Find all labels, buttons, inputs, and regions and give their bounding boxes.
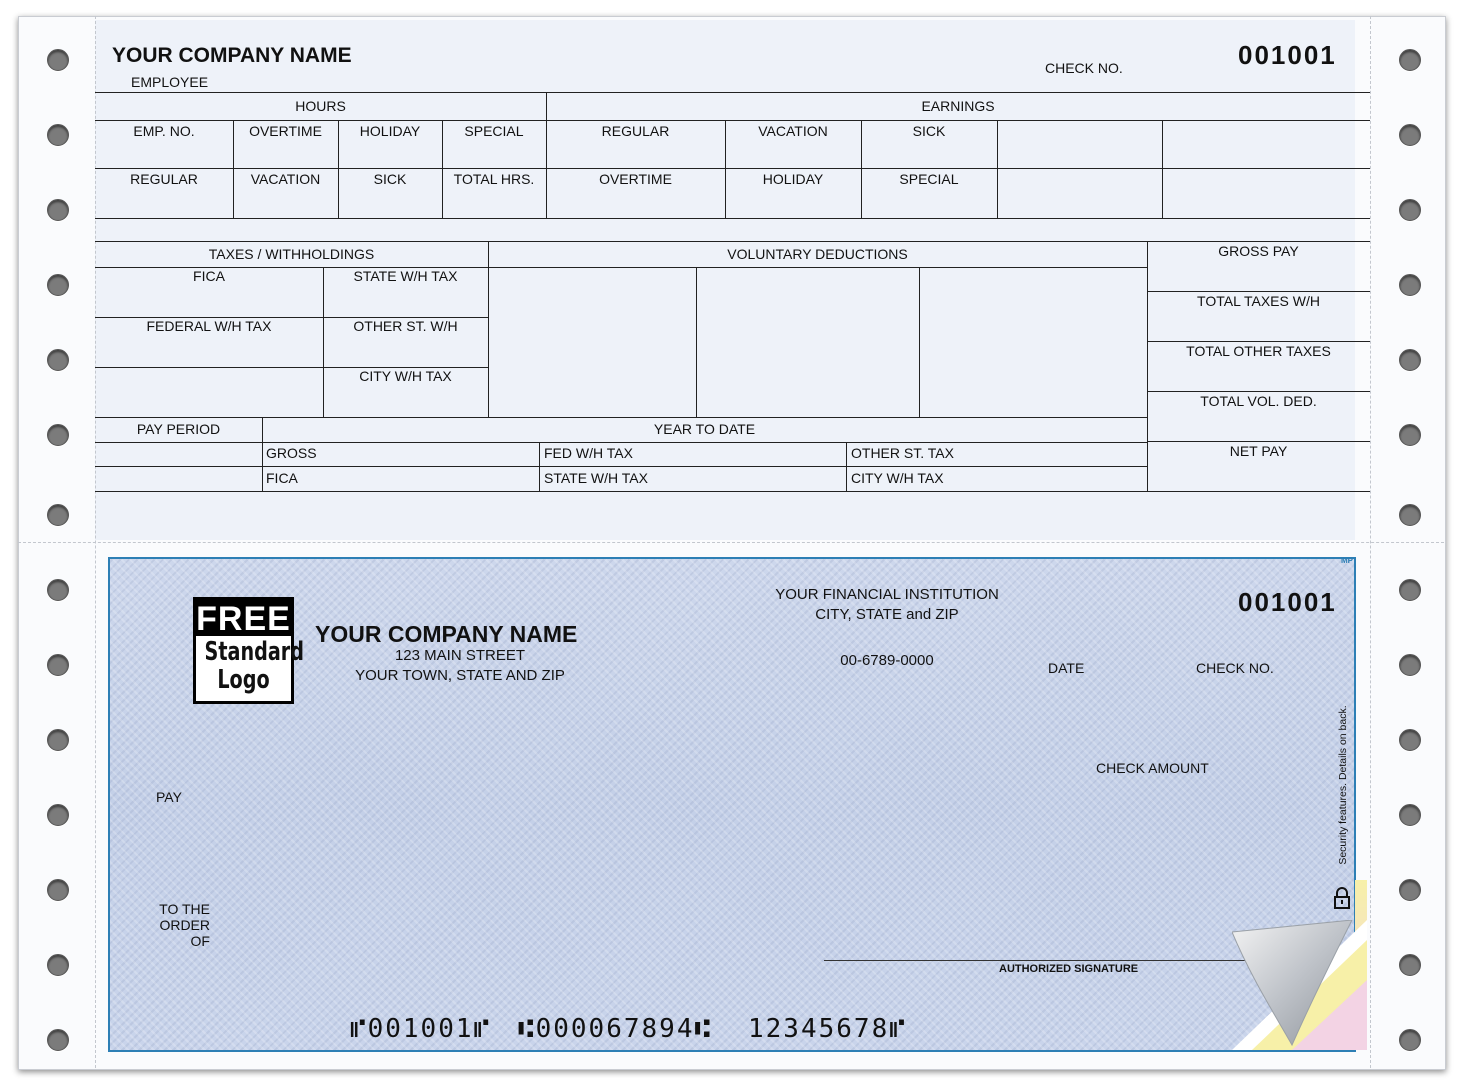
to-the-order-line1: TO THE: [159, 901, 210, 917]
hours-holiday: HOLIDAY: [359, 123, 421, 139]
routing-fraction: 00-6789-0000: [840, 652, 934, 669]
tractor-feed-hole: [47, 729, 69, 751]
rule: [95, 218, 1370, 219]
tax-federal-wh: FEDERAL W/H TAX: [146, 318, 272, 334]
tractor-feed-hole: [1399, 654, 1421, 676]
rule: [1147, 291, 1370, 292]
micr-account-number: 12345678⑈: [748, 1014, 907, 1044]
earnings-holiday: HOLIDAY: [762, 171, 824, 187]
logo-logo-text: Logo: [217, 665, 270, 695]
bank-name: YOUR FINANCIAL INSTITUTION: [775, 586, 999, 603]
tractor-feed-hole: [1399, 1029, 1421, 1051]
hours-emp-no: EMP. NO.: [133, 123, 195, 139]
earnings-regular: REGULAR: [601, 123, 670, 139]
hours-overtime: OVERTIME: [249, 123, 322, 139]
stub-check-number: 001001: [1238, 40, 1337, 70]
rule: [95, 417, 1147, 418]
total-taxes-label: TOTAL TAXES W/H: [1197, 293, 1320, 309]
tractor-feed-hole: [1399, 199, 1421, 221]
rule: [95, 442, 1147, 443]
to-the-order-of: [140, 901, 210, 949]
pay-label: PAY: [156, 789, 182, 805]
hours-vacation: VACATION: [250, 171, 321, 187]
company-town: YOUR TOWN, STATE AND ZIP: [355, 667, 565, 684]
tractor-feed-hole: [1399, 954, 1421, 976]
total-other-taxes-label: TOTAL OTHER TAXES: [1186, 343, 1331, 359]
mp-mark: MP: [1341, 556, 1353, 565]
rule: [95, 168, 1370, 169]
ytd-title: YEAR TO DATE: [653, 421, 756, 437]
rule: [997, 120, 998, 218]
tractor-feed-hole: [1399, 804, 1421, 826]
micr-routing-number: ⑆000067894⑆: [518, 1014, 713, 1044]
logo-free-text: FREE: [196, 600, 291, 638]
rule: [323, 267, 324, 417]
tractor-feed-hole: [1399, 349, 1421, 371]
rule: [1147, 441, 1370, 442]
taxes-title: TAXES / WITHHOLDINGS: [208, 246, 375, 262]
check-no-label: CHECK NO.: [1196, 660, 1274, 676]
tractor-feed-hole: [47, 804, 69, 826]
to-the-order-line3: OF: [190, 933, 210, 949]
authorized-signature-label: AUTHORIZED SIGNATURE: [999, 963, 1139, 975]
rule: [696, 267, 697, 417]
tractor-feed-hole: [47, 424, 69, 446]
tractor-feed-hole: [1399, 124, 1421, 146]
tractor-feed-hole: [47, 504, 69, 526]
pay-period-label: PAY PERIOD: [136, 421, 221, 437]
net-pay-label: NET PAY: [1229, 443, 1288, 459]
gross-pay-label: GROSS PAY: [1218, 243, 1299, 259]
tax-fica: FICA: [193, 268, 225, 284]
hours-special: SPECIAL: [464, 123, 524, 139]
tractor-feed-hole: [47, 49, 69, 71]
bank-city: CITY, STATE and ZIP: [815, 606, 959, 623]
date-label: DATE: [1048, 660, 1085, 676]
hours-sick: SICK: [373, 171, 407, 187]
rule: [488, 241, 489, 417]
company-street: 123 MAIN STREET: [394, 647, 526, 664]
voluntary-deductions-title: VOLUNTARY DEDUCTIONS: [727, 246, 908, 262]
ytd-other-st: OTHER ST. TAX: [851, 445, 954, 461]
earnings-sick: SICK: [912, 123, 946, 139]
rule: [95, 241, 1370, 242]
ytd-city-wh: CITY W/H TAX: [851, 470, 944, 486]
ytd-state-wh: STATE W/H TAX: [544, 470, 648, 486]
ytd-fed-wh: FED W/H TAX: [544, 445, 633, 461]
tractor-feed-hole: [1399, 579, 1421, 601]
to-the-order-line2: ORDER: [159, 917, 210, 933]
tractor-feed-hole: [1399, 274, 1421, 296]
tractor-feed-hole: [1399, 504, 1421, 526]
tractor-feed-hole: [47, 654, 69, 676]
earnings-title: EARNINGS: [921, 98, 995, 114]
stub-check-no-label: CHECK NO.: [1045, 60, 1123, 76]
tax-city-wh: CITY W/H TAX: [359, 368, 452, 384]
tax-state-wh: STATE W/H TAX: [353, 268, 458, 284]
rule: [95, 491, 1370, 492]
check-body: [108, 557, 1356, 1052]
tractor-feed-hole: [47, 579, 69, 601]
check-company-name: YOUR COMPANY NAME: [315, 621, 578, 647]
rule: [95, 92, 1370, 93]
hours-regular: REGULAR: [130, 171, 198, 187]
page-curl-graphic: [1232, 920, 1372, 1050]
earnings-vacation: VACATION: [758, 123, 828, 139]
logo-standard-text: Standard: [204, 637, 305, 667]
security-note: Security features. Details on back.: [1337, 705, 1349, 865]
tax-other-st-wh: OTHER ST. W/H: [353, 318, 458, 334]
stub-company-name: YOUR COMPANY NAME: [112, 44, 352, 67]
rule: [95, 466, 1147, 467]
earnings-overtime: OVERTIME: [599, 171, 672, 187]
rule: [262, 442, 263, 491]
rule: [539, 442, 540, 491]
rule: [1162, 120, 1163, 218]
ytd-gross: GROSS: [266, 445, 317, 461]
stub-check-perforation: [18, 542, 1444, 543]
rule: [1147, 391, 1370, 392]
tractor-feed-hole: [1399, 879, 1421, 901]
tractor-feed-hole: [1399, 49, 1421, 71]
tractor-feed-hole: [1399, 424, 1421, 446]
rule: [1147, 341, 1370, 342]
employee-label: EMPLOYEE: [131, 74, 209, 90]
check-amount-label: CHECK AMOUNT: [1096, 760, 1209, 776]
rule: [919, 267, 920, 417]
tractor-feed-hole: [47, 274, 69, 296]
tractor-feed-hole: [47, 1029, 69, 1051]
padlock-icon: [1333, 887, 1351, 909]
total-vol-ded-label: TOTAL VOL. DED.: [1200, 393, 1317, 409]
earnings-special: SPECIAL: [899, 171, 959, 187]
tractor-feed-hole: [1399, 729, 1421, 751]
hours-total: TOTAL HRS.: [453, 171, 535, 187]
rule: [846, 442, 847, 491]
rule: [95, 120, 1370, 121]
tractor-feed-hole: [47, 199, 69, 221]
hours-title: HOURS: [295, 98, 346, 114]
logo-box: [193, 597, 305, 704]
ytd-fica: FICA: [266, 470, 298, 486]
tractor-feed-hole: [47, 954, 69, 976]
tractor-feed-hole: [47, 879, 69, 901]
tractor-feed-hole: [47, 124, 69, 146]
check-number: 001001: [1238, 587, 1337, 617]
micr-check-number: ⑈001001⑈: [350, 1014, 492, 1044]
tractor-feed-hole: [47, 349, 69, 371]
